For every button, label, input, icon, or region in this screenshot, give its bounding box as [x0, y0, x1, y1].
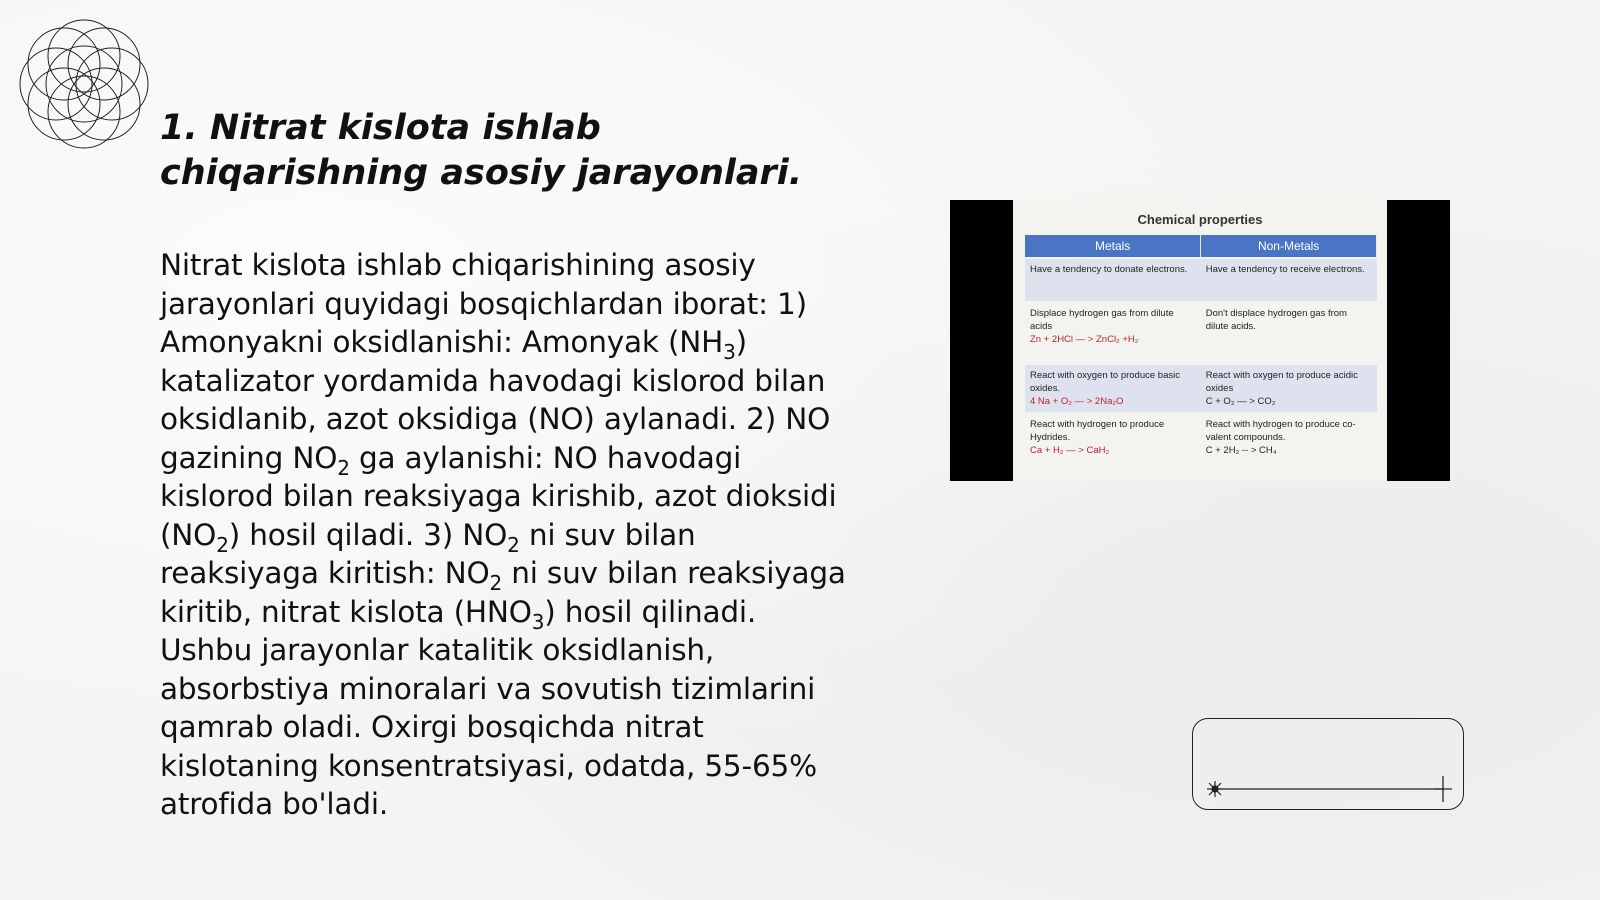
- sparkle-icon: [1434, 776, 1452, 802]
- metals-formula: 4 Na + O₂ — > 2Na₂O: [1030, 396, 1124, 407]
- nonmetals-formula: C + 2H₂ -- > CH₄: [1205, 445, 1277, 456]
- metals-text: React with hydrogen to produce Hydrides.: [1030, 419, 1165, 443]
- metals-text: Have a tendency to donate electrons.: [1030, 264, 1188, 275]
- nonmetals-text: React with hydrogen to produce co-valent compounds.: [1205, 419, 1356, 443]
- card-line-graphic: [1193, 719, 1465, 811]
- body-text-segment: ga aylanishi: NO havodagi kislorod bilan reaksiyaga kirishib, azot dioksidi (NO: [160, 440, 837, 552]
- subscript: 2: [337, 455, 350, 480]
- subscript: 3: [531, 609, 545, 634]
- metals-cell: [1025, 302, 1201, 364]
- chemical-properties-panel: [1013, 200, 1387, 481]
- metals-cell: [1025, 413, 1201, 474]
- metals-cell: [1025, 364, 1201, 413]
- chemical-properties-table: [1025, 235, 1377, 474]
- metals-text: React with oxygen to produce basic oxides.: [1030, 370, 1180, 394]
- subscript: 2: [216, 532, 229, 557]
- figure-title: Chemical properties: [1137, 212, 1263, 227]
- body-text-segment: ) hosil qiladi. 3) NO: [228, 517, 508, 552]
- body-text-segment: ) hosil qilinadi. Ushbu jarayonlar katalitik oksidlanish, absorbstiya minoralari va sovutish tizimlarini qamrab oladi. Oxirgi bosqichda nitrat kislotaning konsentratsiyasi, odatda, 55-65% atrofida bo'ladi.: [160, 594, 817, 821]
- nonmetals-cell: [1201, 258, 1377, 302]
- subscript: 2: [507, 532, 520, 557]
- nonmetals-text: Don't displace hydrogen gas from dilute acids.: [1205, 308, 1347, 332]
- subscript: 2: [489, 570, 503, 595]
- nonmetals-cell: [1201, 364, 1377, 413]
- table-row: [1025, 258, 1377, 302]
- metals-formula: Zn + 2HCl — > ZnCl₂ +H₂: [1030, 334, 1139, 345]
- table-row: [1025, 413, 1377, 474]
- sun-burst-icon: [1207, 781, 1223, 797]
- nonmetals-cell: [1201, 413, 1377, 474]
- body-text-segment: ) katalizator yordamida havodagi kislorod bilan oksidlanib, azot oksidiga (NO) aylanadi. 2) NO gazining NO: [160, 325, 831, 475]
- slide-body-text: [160, 246, 850, 824]
- metals-text: Displace hydrogen gas from dilute acids: [1030, 308, 1174, 332]
- nonmetals-cell: [1201, 302, 1377, 364]
- nonmetals-text: React with oxygen to produce acidic oxides: [1205, 370, 1358, 394]
- subscript: 3: [723, 339, 736, 364]
- metals-formula: Ca + H₂ — > CaH₂: [1030, 445, 1110, 456]
- circle-ring-pattern-icon: [10, 10, 158, 158]
- slide-title: 1. Nitrat kislota ishlab chiqarishning asosiy jarayonlari.: [160, 108, 803, 193]
- metals-cell: [1025, 258, 1201, 302]
- header-metals: Metals: [1025, 235, 1201, 258]
- body-text-segment: Nitrat kislota ishlab chiqarishining asosiy jarayonlari quyidagi bosqichlardan iborat: 1) Amonyakni oksidlanishi: Amonyak (NH: [160, 248, 807, 359]
- decorative-card: [1192, 718, 1464, 810]
- body-text-segment: ni suv bilan reaksiyaga kiritib, nitrat kislota (HNO: [160, 556, 846, 629]
- chemical-properties-image: [950, 200, 1450, 481]
- body-text-segment: ni suv bilan reaksiyaga kiritish: NO: [160, 517, 696, 590]
- header-non-metals: Non-Metals: [1201, 235, 1377, 258]
- nonmetals-text: Have a tendency to receive electrons.: [1205, 264, 1365, 275]
- table-row: [1025, 364, 1377, 413]
- nonmetals-formula: C + O₂ — > CO₂: [1205, 396, 1276, 407]
- table-row: [1025, 302, 1377, 364]
